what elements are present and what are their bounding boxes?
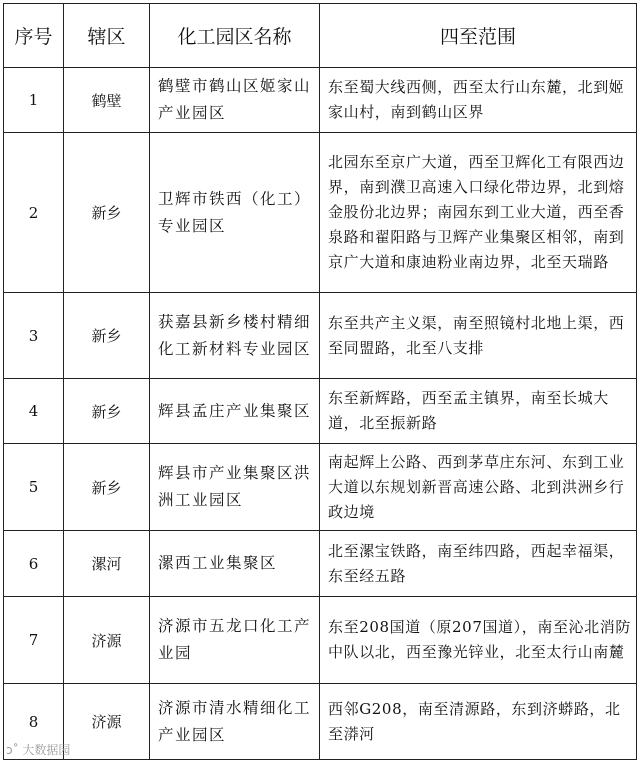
row-park-name: 鹤壁市鹤山区姬家山产业园区 — [150, 68, 320, 133]
row-number: 4 — [4, 379, 64, 444]
header-number: 序号 — [4, 4, 64, 68]
header-boundary: 四至范围 — [320, 4, 637, 68]
table-row — [4, 293, 637, 379]
header-district: 辖区 — [64, 4, 150, 68]
row-park-name: 辉县孟庄产业集聚区 — [150, 379, 320, 444]
row-number: 6 — [4, 531, 64, 597]
row-district: 漯河 — [64, 531, 150, 597]
row-park-name: 卫辉市铁西（化工）专业园区 — [150, 133, 320, 293]
row-boundary: 东至208国道（原207国道），南至沁北消防中队以北，西至豫光锌业，北至太行山南麓 — [320, 597, 637, 684]
table-row — [4, 684, 637, 760]
row-district: 鹤壁 — [64, 68, 150, 133]
row-park-name: 漯西工业集聚区 — [150, 531, 320, 597]
chemical-park-table — [3, 3, 637, 760]
row-number: 1 — [4, 68, 64, 133]
row-park-name: 济源市五龙口化工产业园 — [150, 597, 320, 684]
table-row — [4, 68, 637, 133]
table-row — [4, 379, 637, 444]
table-row — [4, 444, 637, 531]
row-park-name: 获嘉县新乡楼村精细化工新材料专业园区 — [150, 293, 320, 379]
row-district: 新乡 — [64, 133, 150, 293]
row-park-name: 辉县市产业集聚区洪洲工业园区 — [150, 444, 320, 531]
watermark-icon: ↄ˚ — [6, 743, 23, 757]
row-boundary: 南起辉上公路、西到茅草庄东河、东到工业大道以东规划新晋高速公路、北到洪洲乡行政边境 — [320, 444, 637, 531]
row-boundary: 东至蜀大线西侧，西至太行山东麓，北到姬家山村，南到鹤山区界 — [320, 68, 637, 133]
row-park-name: 济源市清水精细化工产业园区 — [150, 684, 320, 760]
row-boundary: 西邻G208，南至清源路，东到济蟒路，北至漭河 — [320, 684, 637, 760]
row-number: 5 — [4, 444, 64, 531]
row-boundary: 东至新辉路，西至孟主镇界，南至长城大道，北至振新路 — [320, 379, 637, 444]
watermark — [6, 741, 70, 758]
header-row — [4, 4, 637, 68]
row-boundary: 北园东至京广大道，西至卫辉化工有限西边界，南到濮卫高速入口绿化带边界，北到熔金股份北边界；南园东到工业大道，西至香泉路和翟阳路与卫辉产业集聚区相邻，南到京广大道和康迪粉业南边界，北至天瑞路 — [320, 133, 637, 293]
watermark-text: 大数据园 — [22, 743, 71, 757]
row-district: 新乡 — [64, 379, 150, 444]
row-number: 8 — [4, 684, 64, 760]
row-district: 济源 — [64, 684, 150, 760]
row-district: 新乡 — [64, 293, 150, 379]
row-district: 新乡 — [64, 444, 150, 531]
row-boundary: 北至漯宝铁路，南至纬四路，西起幸福渠，东至经五路 — [320, 531, 637, 597]
table-row — [4, 133, 637, 293]
row-boundary: 东至共产主义渠，南至照镜村北地上渠，西至同盟路，北至八支排 — [320, 293, 637, 379]
table-row — [4, 531, 637, 597]
row-number: 2 — [4, 133, 64, 293]
row-number: 7 — [4, 597, 64, 684]
header-park-name: 化工园区名称 — [150, 4, 320, 68]
row-number: 3 — [4, 293, 64, 379]
row-district: 济源 — [64, 597, 150, 684]
table-row — [4, 597, 637, 684]
